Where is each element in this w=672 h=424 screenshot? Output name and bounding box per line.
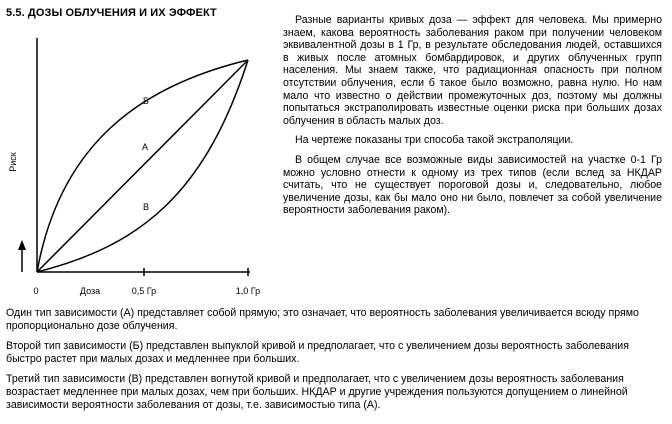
dose-effect-svg xyxy=(0,24,272,304)
x-tick-label-1: 0,5 Гр xyxy=(131,286,157,296)
series-label-v: В xyxy=(142,202,150,212)
section-title: 5.5. ДОЗЫ ОБЛУЧЕНИЯ И ИХ ЭФФЕКТ xyxy=(6,7,217,19)
paragraph: Второй тип зависимости (Б) представлен выпуклой кривой и предполагает, что с увеличением дозы вероятность заболевания быстро растет при малых дозах и медленнее при больших. xyxy=(6,340,629,365)
risk-arrow-icon xyxy=(18,240,26,272)
series-label-a: А xyxy=(141,142,149,152)
bottom-text xyxy=(6,307,664,419)
paragraph: На чертеже показаны три способа такой экстраполяции. xyxy=(295,134,574,147)
series-a-line xyxy=(37,60,248,272)
y-axis-label: Риск xyxy=(8,152,18,172)
paragraph: Третий тип зависимости (В) представлен вогнутой кривой и предполагает, что с увеличением дозы вероятность заболевания возрастает медленнее при малых дозах, чем при больших. НКДАР и другие учреждения пользуются допущением о линейной зависимости вероятности заболевания от дозы, т.е. зависимостью типа (А). xyxy=(6,373,628,411)
paragraph: В общем случае все возможные виды зависимостей на участке 0-1 Гр можно условно отнести к одному из трех типов (если вслед за НКДАР считать, что не существует пороговой дозы и, следовательно, любое увеличение дозы, как бы мало оно ни было, повлечет за собой увеличение вероятности заболевания раком). xyxy=(283,153,662,217)
x-tick-label-0: 0 xyxy=(33,286,39,296)
dose-effect-chart xyxy=(0,24,272,304)
paragraph: Один тип зависимости (А) представляет собой прямую; это означает, что вероятность заболевания увеличивается всюду прямо пропорционально дозе облучения. xyxy=(6,307,639,332)
x-axis-label: Доза xyxy=(79,286,101,296)
x-tick-label-2: 1,0 Гр xyxy=(235,286,261,296)
series-label-b: Б xyxy=(143,96,149,106)
right-column-text xyxy=(283,14,662,224)
paragraph: Разные варианты кривых доза — эффект для человека. Мы примерно знаем, какова вероятность заболевания раком при получении человеком эквивалентной дозы в 1 Гр, в результате обследования людей, оставшихся в живых после атомных бомбардировок, и других облученных групп населения. Мы знаем также, что радиационная опасность при полном отсутствии облучения, если б такое было возможно, равна нулю. Но нам мало что известно о действии промежуточных доз, поэтому мы должны попытаться экстраполировать известные оценки риска при больших дозах облучения в область малых доз. xyxy=(283,14,662,127)
